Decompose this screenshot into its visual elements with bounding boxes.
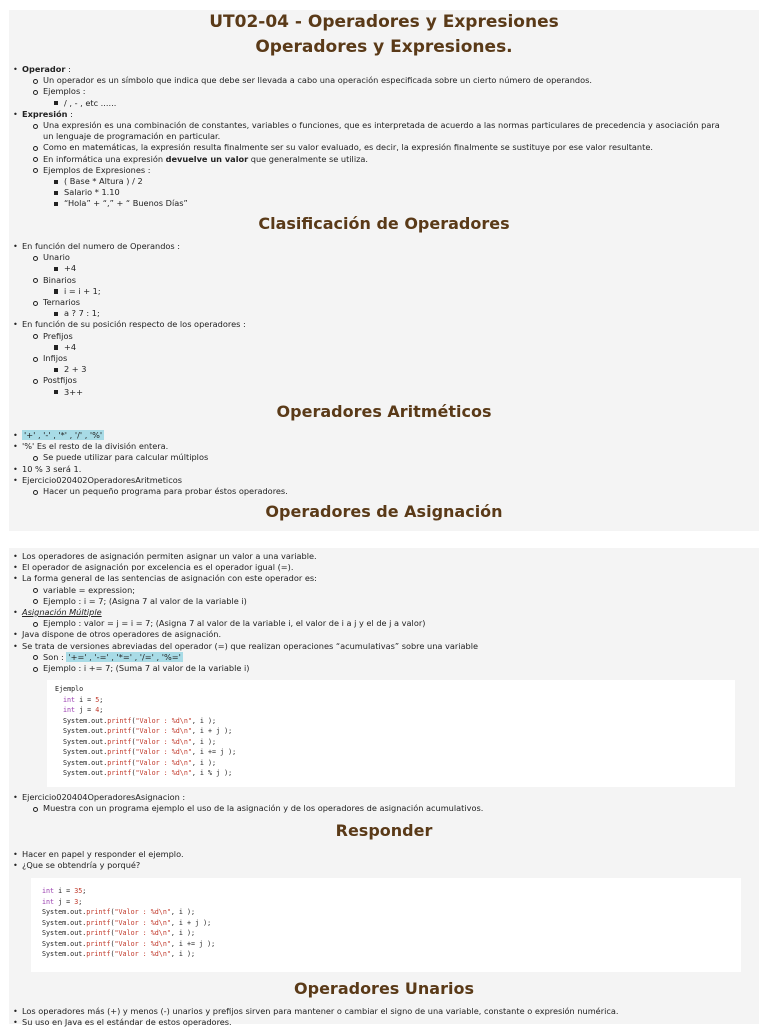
code-string: "Valor : %d\n"	[135, 758, 192, 767]
code-text: (	[131, 758, 136, 767]
code-function: printf	[86, 929, 111, 937]
code-block-responder	[31, 878, 741, 972]
code-keyword: int	[42, 887, 55, 895]
code-lines	[42, 886, 741, 960]
code-line	[42, 886, 741, 897]
list-item: ( Base * Altura ) / 2	[0, 176, 750, 187]
list-item: Como en matemáticas, la expresión resulta finalmente ser su valor evaluado, es decir, la expresión finalmente se sustituye por ese valor resultante.	[0, 142, 750, 153]
list-item: Un operador es un símbolo que indica que debe ser llevada a cabo una operación especificada sobre un cierto número de operandos.	[0, 75, 750, 86]
section-heading-asignacion: Operadores de Asignación	[265, 502, 503, 521]
asignacion-multiple-label: Asignación Múltiple	[22, 607, 102, 618]
code-line	[42, 939, 741, 950]
list-item: • Java dispone de otros operadores de asignación.	[0, 629, 750, 640]
list-item: Postfijos	[0, 375, 750, 386]
code-text: i =	[54, 887, 75, 895]
list-item: • Ejercicio020404OperadoresAsignacion :	[0, 792, 750, 803]
aritmeticos-list	[0, 430, 750, 497]
code-text: , i );	[191, 758, 217, 767]
code-line	[42, 897, 741, 908]
code-string: "Valor : %d\n"	[135, 769, 192, 777]
code-string: "Valor : %d\n"	[135, 737, 192, 746]
code-line	[63, 758, 735, 769]
code-text: (	[110, 950, 115, 958]
code-text: (	[131, 737, 136, 746]
code-text: , i );	[191, 716, 217, 725]
list-item: Salario * 1.10	[0, 187, 750, 198]
code-number: 3	[74, 897, 79, 906]
code-keyword: int	[42, 897, 55, 906]
code-line	[63, 768, 735, 779]
code-text: , i );	[170, 950, 196, 958]
code-text: (	[110, 918, 115, 927]
code-function: printf	[107, 727, 132, 735]
list-item: Ejemplos :	[0, 86, 750, 97]
code-keyword: int	[63, 695, 76, 704]
code-function: printf	[86, 918, 111, 927]
code-text: (	[131, 727, 136, 735]
list-item: 3++	[0, 387, 750, 398]
code-text: System.out.	[63, 758, 108, 767]
list-item: variable = expression;	[0, 585, 750, 596]
list-item: i = i + 1;	[0, 286, 750, 297]
highlighted-operators: '+' , '-' , '*' , '/' , '%'	[24, 430, 103, 440]
code-line	[63, 695, 735, 706]
code-text: System.out.	[63, 748, 108, 756]
code-text: System.out.	[42, 908, 87, 916]
code-line	[63, 705, 735, 716]
code-keyword: int	[63, 706, 76, 714]
list-item: • Se trata de versiones abreviadas del operador (=) que realizan operaciones “acumulativas” sobre una variable	[0, 641, 750, 652]
list-item: • ¿Que se obtendría y porqué?	[0, 860, 750, 871]
list-item: Unario	[0, 252, 750, 263]
code-string: "Valor : %d\n"	[114, 908, 171, 916]
code-text: , i % j );	[191, 769, 233, 777]
code-text: System.out.	[42, 929, 87, 937]
list-item: “Hola” + “,” + “ Buenos Días”	[0, 198, 750, 209]
list-item: • El operador de asignación por excelencia es el operador igual (=).	[0, 562, 750, 573]
list-item: • Ejercicio020402OperadoresAritmeticos	[0, 475, 750, 486]
code-line	[63, 726, 735, 737]
code-text: (	[131, 748, 136, 756]
code-text: , i );	[191, 737, 217, 746]
code-number: 5	[95, 695, 100, 704]
code-function: printf	[86, 908, 111, 916]
list-item: Se puede utilizar para calcular múltiplos	[0, 452, 750, 463]
code-string: "Valor : %d\n"	[114, 950, 171, 958]
list-item: Muestra con un programa ejemplo el uso de la asignación y de los operadores de asignación acumulativos.	[0, 803, 750, 814]
code-text: (	[110, 939, 115, 948]
code-line	[42, 928, 741, 939]
code-text: ;	[99, 695, 104, 704]
code-function: printf	[107, 758, 132, 767]
code-text: j =	[75, 706, 96, 714]
code-function: printf	[86, 950, 111, 958]
code-text: System.out.	[42, 918, 87, 927]
list-item: Infijos	[0, 353, 750, 364]
section-heading-aritmeticos: Operadores Aritméticos	[276, 402, 492, 421]
clasificacion-list	[0, 241, 750, 398]
code-function: printf	[107, 769, 132, 777]
code-line	[42, 907, 741, 918]
code-text: , i );	[170, 908, 196, 916]
list-item: Prefijos	[0, 331, 750, 342]
colon: :	[65, 64, 71, 74]
code-text: , i );	[170, 929, 196, 937]
list-item: Hacer un pequeño programa para probar éstos operadores.	[0, 486, 750, 497]
code-line	[42, 949, 741, 960]
page-title: UT02-04 - Operadores y Expresiones	[209, 12, 559, 32]
list-item: • En función de su posición respecto de los operadores :	[0, 319, 750, 330]
list-item: Ejemplo : valor = j = i = 7; (Asigna 7 al valor de la variable i, el valor de i a j y el de j a valor)	[0, 618, 750, 629]
code-text: System.out.	[42, 950, 87, 958]
list-item	[0, 154, 750, 165]
code-function: printf	[86, 939, 111, 948]
list-item: +4	[0, 263, 750, 274]
list-item: • '%' Es el resto de la división entera.	[0, 441, 750, 452]
section-heading-unarios: Operadores Unarios	[294, 979, 474, 998]
section-heading-clasificacion: Clasificación de Operadores	[258, 214, 510, 233]
code-text: (	[110, 929, 115, 937]
text: En informática una expresión	[43, 153, 166, 164]
highlighted-operators: '+=' , '-=' , '*=' , '/=' , '%='	[68, 651, 181, 662]
code-string: "Valor : %d\n"	[135, 748, 192, 756]
list-item: Binarios	[0, 275, 750, 286]
list-item: 2 + 3	[0, 364, 750, 375]
list-item: / , - , etc ......	[0, 98, 750, 109]
code-string: "Valor : %d\n"	[114, 929, 171, 937]
section-heading-responder: Responder	[335, 821, 433, 840]
list-item	[0, 652, 750, 663]
code-text: j =	[54, 897, 75, 906]
code-string: "Valor : %d\n"	[114, 918, 171, 927]
code-text: System.out.	[63, 737, 108, 746]
code-line	[63, 747, 735, 758]
code-text: ;	[99, 706, 104, 714]
list-item	[0, 430, 750, 441]
text: que generalmente se utiliza.	[248, 153, 369, 164]
son-label: Son :	[43, 651, 67, 662]
list-item: Ejemplo : i += 7; (Suma 7 al valor de la variable i)	[0, 663, 750, 674]
colon: :	[67, 108, 73, 119]
list-item: • Los operadores más (+) y menos (-) unarios y prefijos sirven para mantener o cambiar el signo de una variable, constante o expresión numérica.	[0, 1006, 750, 1017]
ejercicio-asignacion-list	[0, 792, 750, 814]
list-item: Una expresión es una combinación de constantes, variables o funciones, que es interpretada de acuerdo a las normas particulares de precedencia y asociación para un lenguaje de programación en particular.	[0, 120, 729, 142]
list-item: • 10 % 3 será 1.	[0, 464, 750, 475]
code-function: printf	[107, 737, 132, 746]
list-item: Ejemplo : i = 7; (Asigna 7 al valor de la variable i)	[0, 596, 750, 607]
code-title: Ejemplo	[55, 685, 84, 693]
page-subtitle: Operadores y Expresiones.	[255, 37, 513, 57]
code-text: System.out.	[63, 769, 108, 777]
code-text: , i += j );	[170, 939, 216, 948]
code-text: , i += j );	[191, 748, 237, 756]
list-item: • Hacer en papel y responder el ejemplo.	[0, 849, 750, 860]
code-text: ;	[78, 897, 83, 906]
code-text: ;	[82, 887, 87, 895]
code-string: "Valor : %d\n"	[114, 939, 171, 948]
list-item	[0, 109, 750, 120]
code-number: 35	[74, 887, 83, 895]
code-line	[42, 918, 741, 929]
list-item: • Los operadores de asignación permiten asignar un valor a una variable.	[0, 551, 750, 562]
list-item: +4	[0, 342, 750, 353]
code-text: System.out.	[63, 727, 108, 735]
code-text: System.out.	[42, 939, 87, 948]
code-line	[63, 737, 735, 748]
code-string: "Valor : %d\n"	[135, 727, 192, 735]
list-item	[0, 607, 750, 618]
code-string: "Valor : %d\n"	[135, 716, 192, 725]
code-text: , i + j );	[170, 918, 212, 927]
code-line	[63, 716, 735, 727]
list-item: a ? 7 : 1;	[0, 308, 750, 319]
code-block-ejemplo	[47, 680, 735, 787]
code-lines	[55, 695, 735, 779]
code-text: (	[131, 769, 136, 777]
intro-list	[0, 64, 750, 210]
code-text: System.out.	[63, 716, 108, 725]
responder-list	[0, 849, 750, 871]
code-text: , i + j );	[191, 727, 233, 735]
operador-label: Operador	[22, 64, 66, 74]
unarios-list	[0, 1006, 750, 1028]
code-text: i =	[75, 695, 96, 704]
asignacion-list	[0, 551, 750, 674]
bold-text: devuelve un valor	[165, 153, 249, 164]
list-item	[0, 64, 750, 75]
code-number: 4	[95, 706, 100, 714]
expresion-label: Expresión	[22, 108, 68, 119]
code-text: (	[110, 908, 115, 916]
list-item: Ternarios	[0, 297, 750, 308]
list-item: • La forma general de las sentencias de asignación con este operador es:	[0, 573, 750, 584]
code-function: printf	[107, 716, 132, 725]
list-item: • Su uso en Java es el estándar de estos operadores.	[0, 1017, 750, 1028]
code-function: printf	[107, 748, 132, 756]
code-text: (	[131, 716, 136, 725]
list-item: Ejemplos de Expresiones :	[0, 165, 750, 176]
list-item: • En función del numero de Operandos :	[0, 241, 750, 252]
